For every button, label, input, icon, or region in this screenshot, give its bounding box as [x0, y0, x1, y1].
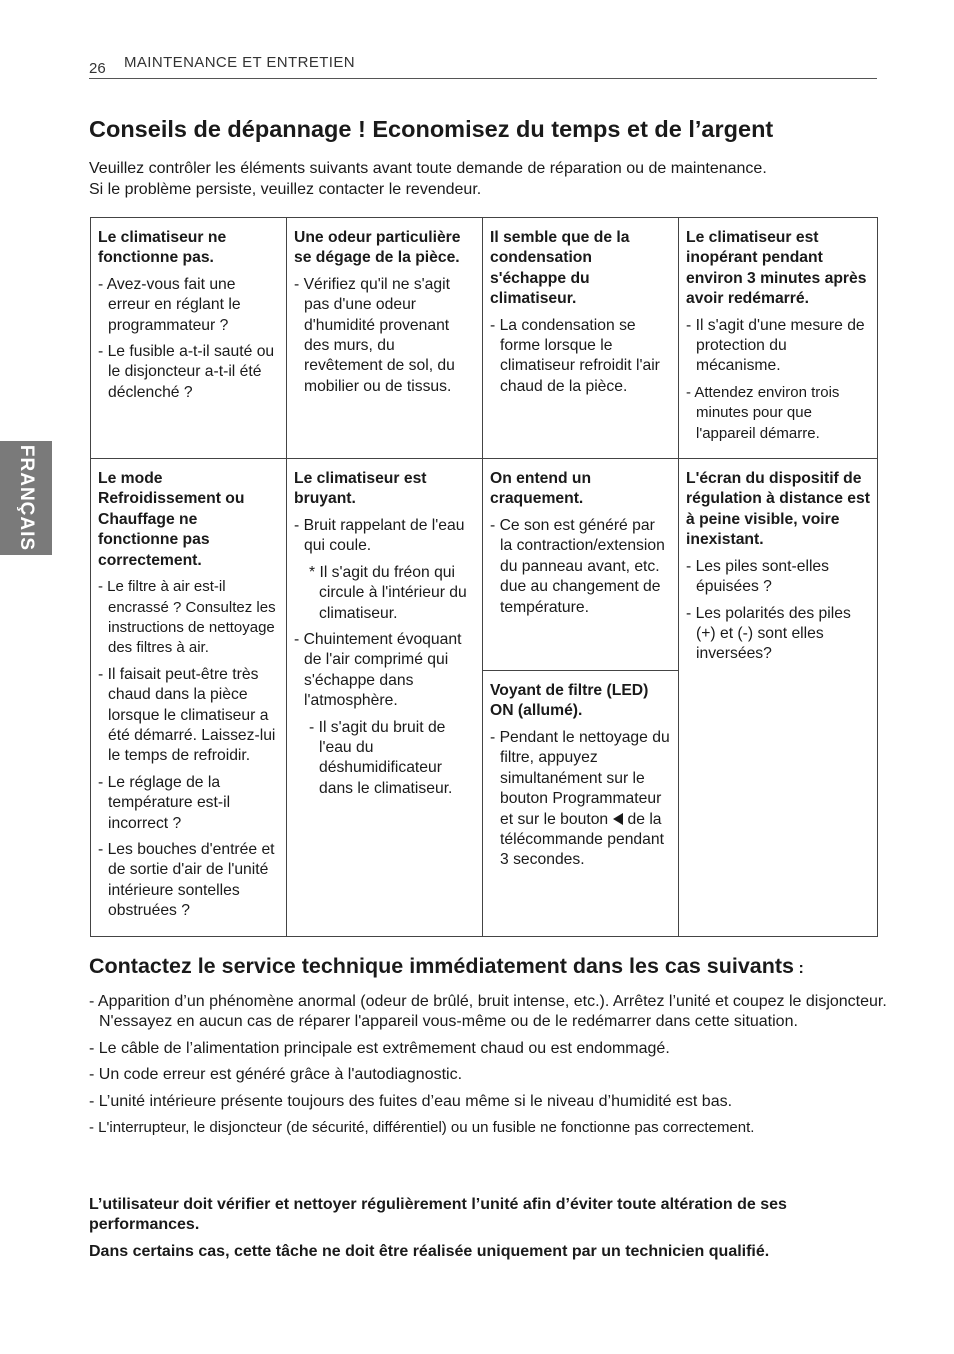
left-triangle-icon: [613, 813, 623, 825]
check-item: - Il faisait peut-être très chaud dans la pièce lorsque le climatiseur a été démarré. Laissez-lui le temps de refroidir.: [98, 665, 276, 765]
problem-title: Le climatiseur est inopérant pendant environ 3 minutes après avoir redémarré.: [686, 229, 867, 308]
check-item: - Il s'agit d'une mesure de protection du mécanisme.: [686, 316, 865, 375]
list-item: - L'interrupteur, le disjoncteur (de sécurité, différentiel) ou un fusible ne fonctionne pas correctement.: [89, 1119, 755, 1137]
table-subcell: [483, 459, 678, 671]
note-text: Dans certains cas, cette tâche ne doit être réalisée uniquement par un technicien qualifié.: [89, 1242, 770, 1260]
page-number: 26: [89, 60, 106, 77]
intro-line: Veuillez contrôler les éléments suivants avant toute demande de réparation ou de maintenance.: [89, 160, 767, 177]
table-row: [91, 459, 878, 937]
problem-title: Une odeur particulière se dégage de la pièce.: [294, 229, 461, 267]
problem-title: Il semble que de la condensation s'échappe du climatiseur.: [490, 229, 630, 308]
check-item: - Attendez environ trois minutes pour que l'appareil démarre.: [686, 383, 840, 442]
check-subitem: - Il s'agit du bruit de l'eau du déshumidificateur dans le climatiseur.: [309, 718, 453, 797]
check-item: - Bruit rappelant de l'eau qui coule.: [294, 516, 465, 555]
section-name: MAINTENANCE ET ENTRETIEN: [124, 54, 356, 71]
check-item: - Le filtre à air est-il encrassé ? Consultez les instructions de nettoyage des filtres à air.: [98, 578, 276, 657]
language-tab: [0, 441, 52, 555]
check-item-text: de la télécommande pendant 3 secondes.: [500, 810, 664, 869]
check-subitem: * Il s'agit du fréon qui circule à l'intérieur du climatiseur.: [309, 563, 467, 622]
problem-title: Le climatiseur est bruyant.: [294, 470, 427, 508]
list-item: - Apparition d’un phénomène anormal (odeur de brûlé, bruit intense, etc.). Arrêtez l’unité et coupez le disjoncteur. N'essayez en aucun cas de réparer l'appareil vous-même ou de le redémarrer dans cette situation.: [89, 993, 887, 1031]
service-heading-text: Contactez le service technique immédiatement dans les cas suivants: [89, 954, 794, 978]
problem-title: L'écran du dispositif de régulation à distance est à peine visible, voire inexistant.: [686, 470, 870, 549]
service-heading: [89, 954, 804, 979]
problem-title: On entend un craquement.: [490, 470, 592, 508]
check-item: - Les polarités des piles (+) et (-) sont elles inversées?: [686, 604, 851, 663]
problem-title: Le climatiseur ne fonctionne pas.: [98, 229, 227, 267]
service-list: [89, 992, 889, 1144]
table-cell: [483, 218, 679, 459]
troubleshooting-table: [90, 217, 878, 937]
check-item: - Les piles sont-elles épuisées ?: [686, 557, 829, 596]
check-item: - Vérifiez qu'il ne s'agit pas d'une odeur d'humidité provenant des murs, du revêtement de sol, du mobilier ou de tissus.: [294, 275, 455, 395]
table-subcell: [483, 671, 678, 885]
page-title: Conseils de dépannage ! Economisez du temps et de l’argent: [89, 116, 774, 142]
check-item: - Le réglage de la température est-il incorrect ?: [98, 773, 231, 832]
table-cell: [287, 459, 483, 937]
service-heading-colon: :: [794, 960, 804, 977]
table-row: [91, 218, 878, 459]
check-item-text: - Pendant le nettoyage du filtre, appuyez simultanément sur le bouton Programmateur et sur le bouton: [490, 728, 670, 828]
check-item: - Chuintement évoquant de l'air comprimé qui s'échappe dans l'atmosphère.: [294, 630, 462, 710]
check-item: - Ce son est généré par la contraction/extension du panneau avant, etc. due au changement de température.: [490, 516, 665, 616]
check-item: - Le fusible a-t-il sauté ou le disjoncteur a-t-il été déclenché ?: [98, 343, 275, 401]
table-cell: [679, 459, 878, 937]
intro-text: [89, 158, 889, 200]
table-cell: [91, 218, 287, 459]
list-item: - Un code erreur est généré grâce à l'autodiagnostic.: [89, 1066, 463, 1084]
intro-line: Si le problème persiste, veuillez contacter le revendeur.: [89, 181, 482, 198]
check-item: - La condensation se forme lorsque le climatiseur refroidit l'air chaud de la pièce.: [490, 316, 660, 395]
page-header: [89, 52, 877, 79]
table-cell: [483, 459, 679, 937]
list-item: - Le câble de l’alimentation principale est extrêmement chaud ou est endommagé.: [89, 1039, 670, 1057]
problem-title: Voyant de filtre (LED) ON (allumé).: [490, 682, 649, 720]
problem-title: Le mode Refroidissement ou Chauffage ne fonctionne pas correctement.: [98, 470, 245, 569]
check-item: - Avez-vous fait une erreur en réglant le programmateur ?: [98, 275, 241, 334]
maintenance-notes: [89, 1195, 879, 1268]
list-item: - L’unité intérieure présente toujours des fuites d’eau même si le niveau d’humidité est bas.: [89, 1092, 733, 1110]
table-cell: [287, 218, 483, 459]
note-text: L’utilisateur doit vérifier et nettoyer régulièrement l’unité afin d’éviter toute altération de ses performances.: [89, 1196, 787, 1234]
language-tab-label: FRANÇAIS: [16, 444, 38, 552]
check-item: - Les bouches d'entrée et de sortie d'air de l'unité intérieure sontelles obstruées ?: [98, 840, 275, 920]
check-item: [490, 728, 671, 871]
table-cell: [679, 218, 878, 459]
table-cell: [91, 459, 287, 937]
